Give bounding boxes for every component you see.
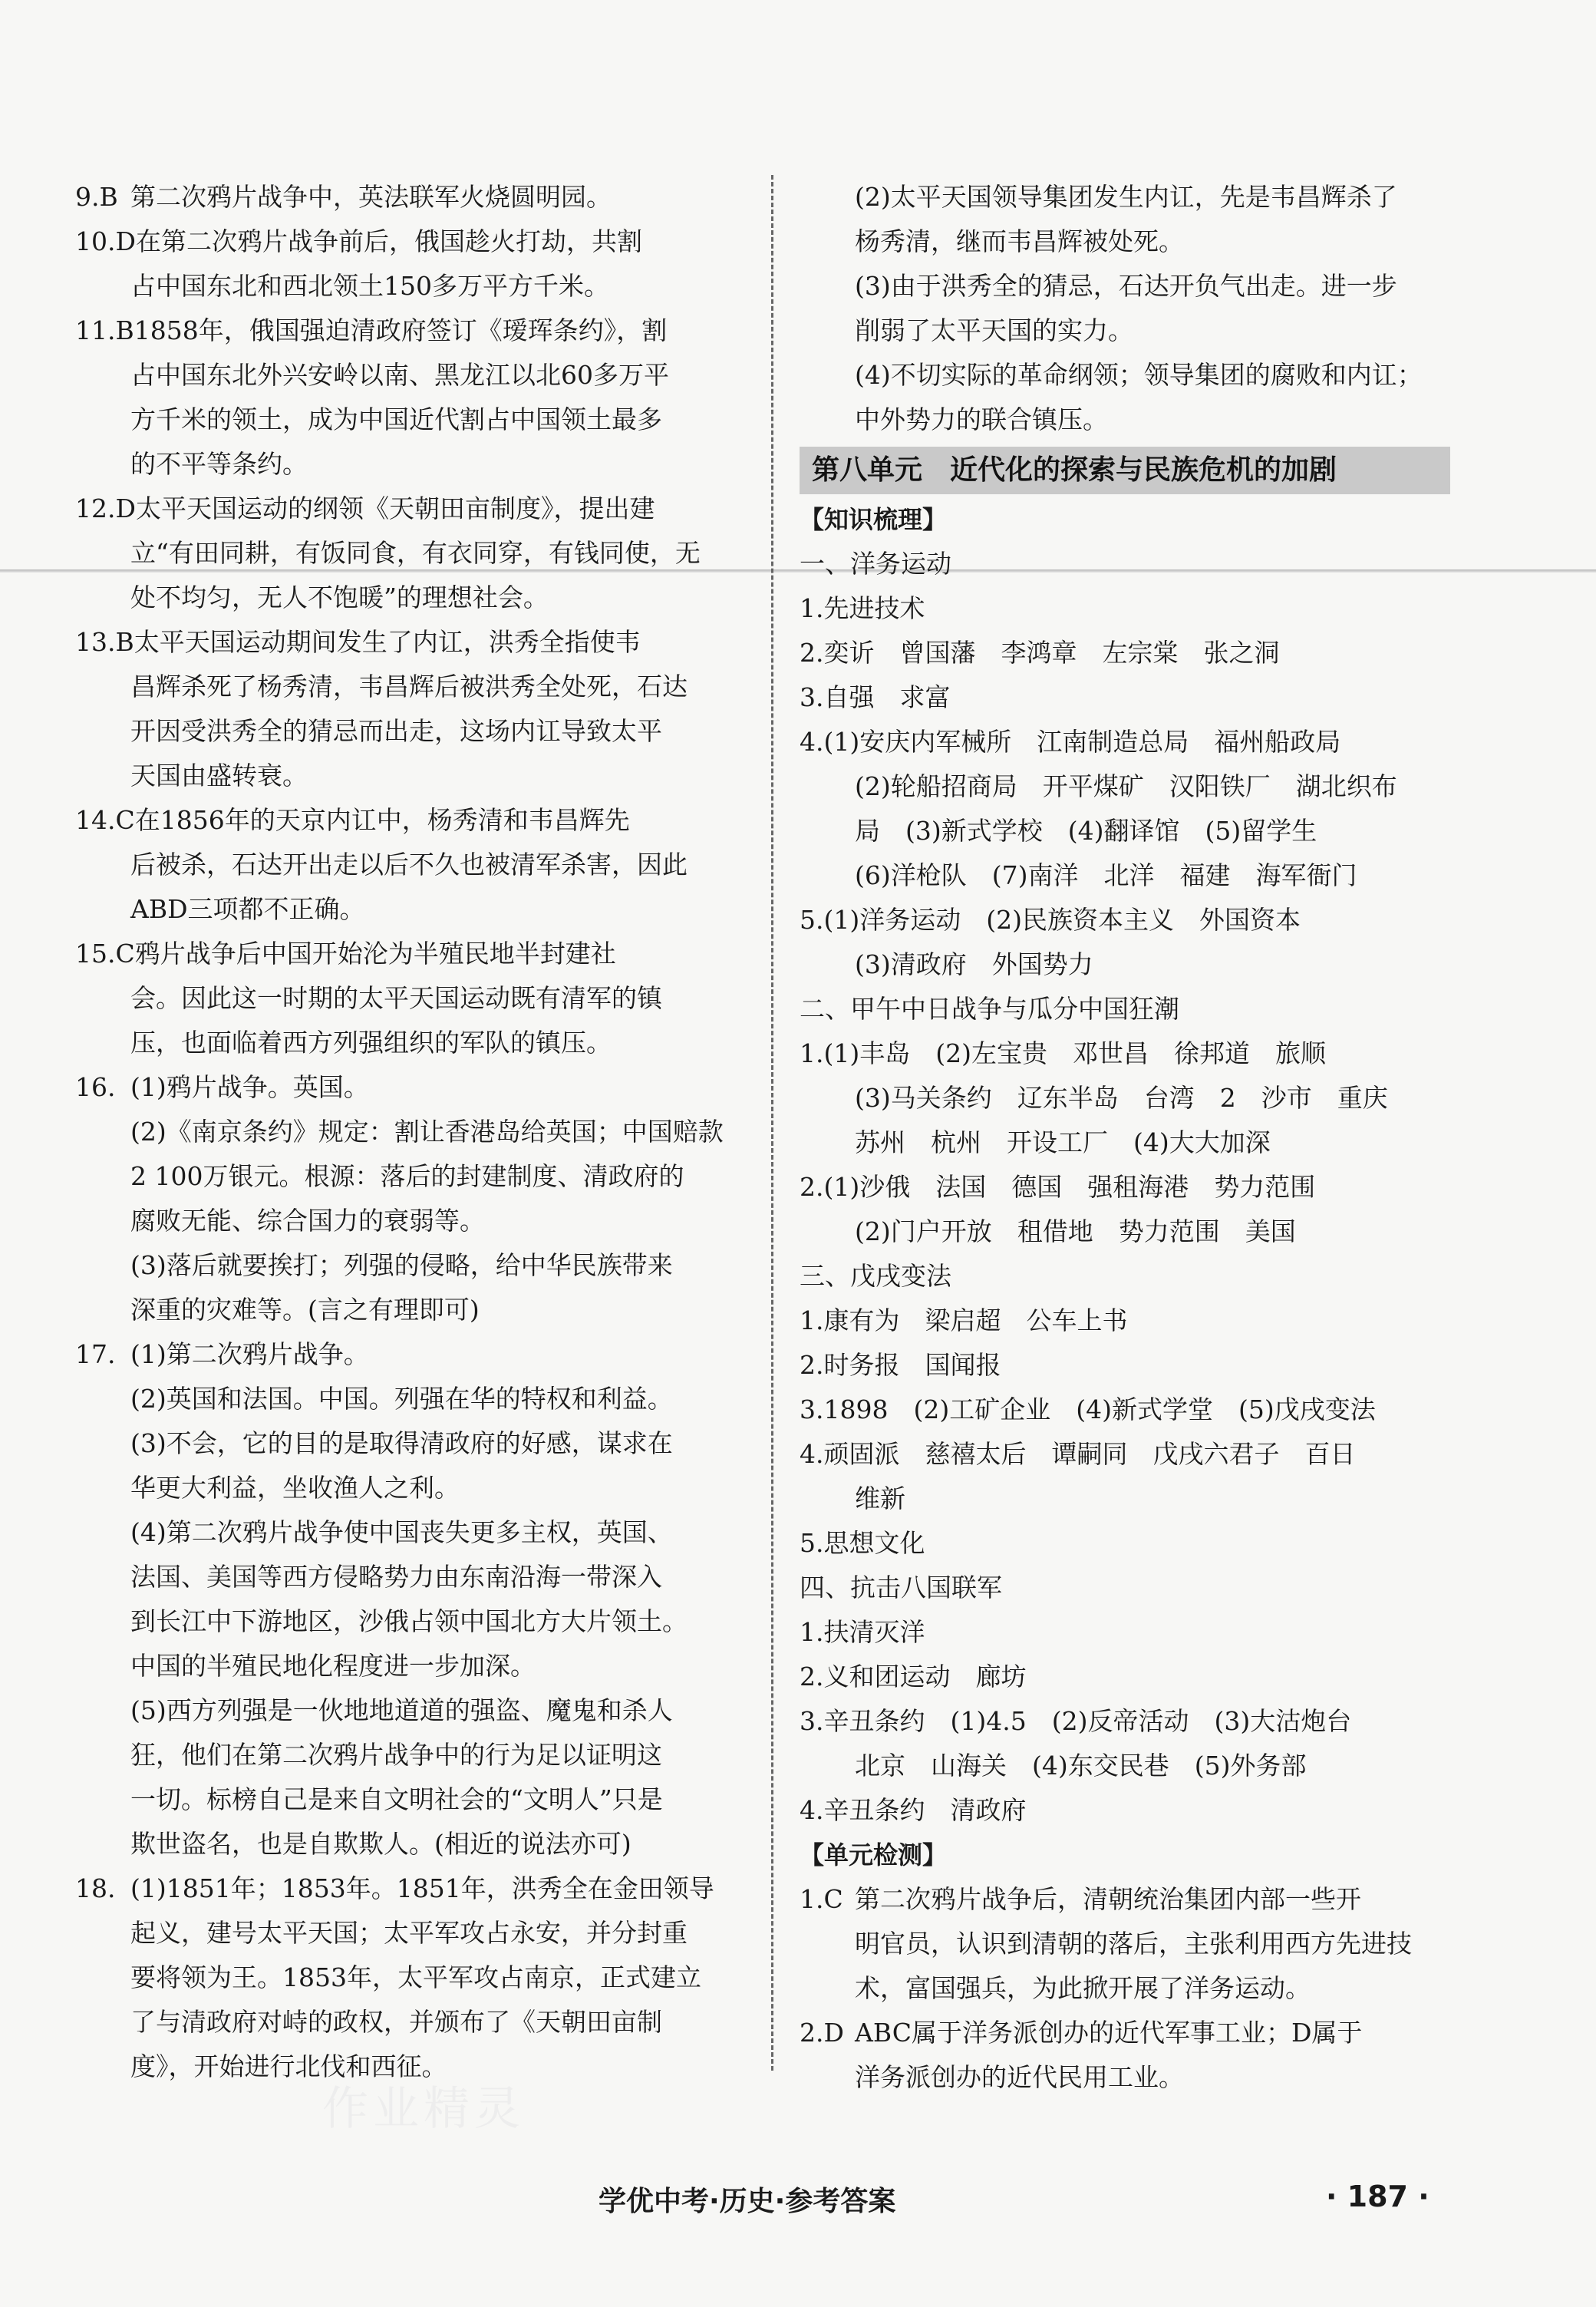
answer-text: 腐败无能、综合国力的衰弱等。: [130, 1206, 485, 1236]
answer-text: 北京 山海关 (4)东交民巷 (5)外务部: [855, 1751, 1307, 1781]
test-answer-line: [800, 1877, 1450, 1922]
knowledge-line: [800, 1120, 1450, 1165]
test-answer-line: [800, 1966, 1450, 2011]
answer-line: [75, 1510, 747, 1555]
answer-line: [800, 175, 1450, 219]
answer-text: 3.辛丑条约 (1)4.5 (2)反帝活动 (3)大沽炮台: [800, 1706, 1352, 1736]
knowledge-line: [800, 1655, 1450, 1699]
test-answer-line: [800, 1922, 1450, 1966]
answer-text: 二、甲午中日战争与瓜分中国狂潮: [800, 994, 1179, 1024]
answer-line: [75, 620, 747, 665]
answer-text: 第二次鸦片战争后，清朝统治集团内部一些开: [855, 1884, 1361, 1914]
knowledge-line: [800, 1388, 1450, 1432]
unit-test-answers: [800, 1877, 1450, 2100]
knowledge-line: [800, 542, 1450, 586]
answer-text: 4.辛丑条约 清政府: [800, 1795, 1027, 1825]
answer-text: 一、洋务运动: [800, 549, 951, 579]
knowledge-line: [800, 1210, 1450, 1254]
answer-text: ABD三项都不正确。: [130, 894, 365, 924]
answer-line: [75, 887, 747, 932]
answer-text: 度》，开始进行北伐和西征。: [130, 2051, 447, 2081]
answer-line: [75, 1688, 747, 1733]
question-number: 18.: [75, 1873, 116, 1903]
test-answer-line: [800, 2011, 1450, 2055]
answer-text: (2)英国和法国。中国。列强在华的特权和利益。: [130, 1384, 673, 1414]
answer-line: [75, 1956, 747, 2000]
question-number: 12.D: [75, 493, 136, 523]
answer-text: (5)西方列强是一伙地地道道的强盗、魔鬼和杀人: [130, 1695, 673, 1725]
question-number: 10.D: [75, 226, 136, 256]
answer-text: 太平天国运动的纲领《天朝田亩制度》，提出建: [135, 493, 655, 523]
question-number: 15.C: [75, 939, 135, 969]
knowledge-line: [800, 1610, 1450, 1655]
answer-text: 术，富国强兵，为此掀开展了洋务运动。: [855, 1973, 1311, 2003]
answer-text: 四、抗击八国联军: [800, 1573, 1002, 1602]
knowledge-line: [800, 853, 1450, 898]
answer-line: [75, 1911, 747, 1956]
answer-text: 2.奕䜣 曾国藩 李鸿章 左宗棠 张之洞: [800, 638, 1280, 668]
answer-text: 法国、美国等西方侵略势力由东南沿海一带深入: [130, 1562, 662, 1592]
answer-line: [75, 576, 747, 620]
answer-line: [75, 665, 747, 709]
answer-text: 1.(1)丰岛 (2)左宝贵 邓世昌 徐邦道 旅顺: [800, 1038, 1326, 1068]
test-tag: 【单元检测】: [800, 1840, 948, 1870]
question-number: 1.C: [800, 1884, 843, 1914]
answer-text: 削弱了太平天国的实力。: [855, 315, 1133, 345]
answer-text: 1858年，俄国强迫清政府签订《瑷珲条约》，割: [134, 315, 668, 345]
answer-text: (4)不切实际的革命纲领；领导集团的腐败和内讧；: [855, 360, 1423, 390]
answer-text: 一切。标榜自己是来自文明社会的“文明人”只是: [130, 1784, 663, 1814]
answer-text: 5.思想文化: [800, 1528, 925, 1558]
answer-line: [75, 309, 747, 353]
answer-text: (2)太平天国领导集团发生内讧，先是韦昌辉杀了: [855, 182, 1397, 212]
answer-text: (3)落后就要挨打；列强的侵略，给中华民族带来: [130, 1250, 673, 1280]
question-number: 2.D: [800, 2018, 844, 2048]
answer-text: (6)洋枪队 (7)南洋 北洋 福建 海军衙门: [855, 860, 1357, 890]
footer-title: 学优中考·历史·参考答案: [598, 2186, 896, 2217]
answer-text: 2.时务报 国闻报: [800, 1350, 1001, 1380]
answer-text: 5.(1)洋务运动 (2)民族资本主义 外国资本: [800, 905, 1301, 935]
knowledge-line: [800, 1699, 1450, 1744]
answer-line: [75, 843, 747, 887]
answer-text: 鸦片战争后中国开始沦为半殖民地半封建社: [134, 939, 616, 969]
answer-text: 会。因此这一时期的太平天国运动既有清军的镇: [130, 983, 662, 1013]
answer-text: 立“有田同耕，有饭同食，有衣同穿，有钱同使，无: [130, 538, 701, 568]
knowledge-line: [800, 1477, 1450, 1521]
answer-line: [75, 2000, 747, 2045]
answer-line: [800, 353, 1450, 398]
answer-text: 天国由盛转衰。: [130, 761, 308, 790]
question-number: 11.B: [75, 315, 134, 345]
answer-line: [75, 1065, 747, 1110]
answer-line: [75, 754, 747, 798]
answer-line: [75, 1021, 747, 1065]
answer-text: 4.顽固派 慈禧太后 谭嗣同 戊戌六君子 百日: [800, 1439, 1356, 1469]
column-divider: [771, 175, 773, 2071]
answer-text: (1)第二次鸦片战争。: [130, 1339, 369, 1369]
answer-text: 三、戊戌变法: [800, 1261, 951, 1291]
answer-text: (2)轮船招商局 开平煤矿 汉阳铁厂 湖北织布: [855, 771, 1397, 801]
answer-line: [75, 1733, 747, 1777]
answer-text: (1)1851年；1853年。1851年，洪秀全在金田领导: [130, 1873, 714, 1903]
answer-text: 华更大利益，坐收渔人之利。: [130, 1473, 460, 1503]
answer-text: 太平天国运动期间发生了内讧，洪秀全指使韦: [134, 627, 641, 657]
answer-text: 局 (3)新式学校 (4)翻译馆 (5)留学生: [855, 816, 1317, 846]
question-number: 13.B: [75, 627, 134, 657]
answer-text: 中国的半殖民地化程度进一步加深。: [130, 1651, 536, 1681]
answer-text: 处不均匀，无人不饱暖”的理想社会。: [130, 583, 549, 612]
answer-text: 3.1898 (2)工矿企业 (4)新式学堂 (5)戊戌变法: [800, 1394, 1376, 1424]
page-number: · 187 ·: [1326, 2180, 1429, 2213]
answer-text: 1.康有为 梁启超 公车上书: [800, 1305, 1128, 1335]
answer-line: [75, 1288, 747, 1332]
knowledge-line: [800, 1744, 1450, 1788]
page-footer: [0, 2180, 1596, 2218]
question-number: 17.: [75, 1339, 116, 1369]
answer-line: [75, 531, 747, 576]
knowledge-line: [800, 586, 1450, 631]
answer-line: [75, 1332, 747, 1377]
knowledge-line: [800, 1343, 1450, 1388]
answer-text: (3)由于洪秀全的猜忌，石达开负气出走。进一步: [855, 271, 1397, 301]
right-column: [800, 175, 1450, 2100]
knowledge-line: [800, 1521, 1450, 1566]
answer-line: [75, 1599, 747, 1644]
answer-line: [800, 398, 1450, 442]
answer-text: 的不平等条约。: [130, 449, 308, 479]
knowledge-line: [800, 1788, 1450, 1833]
answer-line: [75, 932, 747, 976]
right-top-answers: [800, 175, 1450, 442]
answer-text: (4)第二次鸦片战争使中国丧失更多主权，英国、: [130, 1517, 673, 1547]
answer-text: 开因受洪秀全的猜忌而出走，这场内讧导致太平: [130, 716, 662, 746]
answer-text: 1.扶清灭洋: [800, 1617, 925, 1647]
knowledge-line: [800, 1299, 1450, 1343]
answer-text: 后被杀，石达开出走以后不久也被清军杀害，因此: [130, 850, 688, 880]
left-column: [75, 175, 747, 2089]
answer-line: [800, 309, 1450, 353]
answer-line: [75, 1777, 747, 1822]
answer-text: (2)门户开放 租借地 势力范围 美国: [855, 1216, 1296, 1246]
knowledge-line: [800, 942, 1450, 987]
knowledge-line: [800, 1254, 1450, 1299]
answer-text: 占中国东北和西北领土150多万平方千米。: [130, 271, 609, 301]
answer-text: 杨秀清，继而韦昌辉被处死。: [855, 226, 1184, 256]
answer-line: [75, 1421, 747, 1466]
answer-line: [75, 219, 747, 264]
answer-text: 深重的灾难等。(言之有理即可): [130, 1295, 480, 1325]
answer-text: (3)不会，它的目的是取得清政府的好感，谋求在: [130, 1428, 673, 1458]
answer-line: [75, 1199, 747, 1243]
answer-text: (1)鸦片战争。英国。: [130, 1072, 369, 1102]
knowledge-line: [800, 1432, 1450, 1477]
answer-line: [800, 219, 1450, 264]
answer-text: 第二次鸦片战争中，英法联军火烧圆明园。: [130, 182, 612, 212]
answer-line: [75, 1466, 747, 1510]
knowledge-line: [800, 809, 1450, 853]
answer-text: 方千米的领土，成为中国近代割占中国领土最多: [130, 404, 662, 434]
answer-text: 中外势力的联合镇压。: [855, 404, 1108, 434]
question-number: 9.B: [75, 182, 118, 212]
answer-line: [75, 1154, 747, 1199]
answer-line: [75, 1377, 747, 1421]
answer-line: [75, 264, 747, 309]
answer-line: [75, 1822, 747, 1866]
answer-text: 苏州 杭州 开设工厂 (4)大大加深: [855, 1127, 1271, 1157]
answer-text: 起义，建号太平天国；太平军攻占永安，并分封重: [130, 1918, 688, 1948]
answer-text: 要将领为王。1853年，太平军攻占南京，正式建立: [130, 1962, 701, 1992]
answer-text: 2 100万银元。根源：落后的封建制度、清政府的: [130, 1161, 684, 1191]
answer-text: 压，也面临着西方列强组织的军队的镇压。: [130, 1028, 612, 1058]
answer-text: 洋务派创办的近代民用工业。: [855, 2062, 1184, 2092]
knowledge-list: [800, 542, 1450, 1833]
answer-line: [75, 442, 747, 487]
knowledge-line: [800, 1165, 1450, 1210]
answer-text: 到长江中下游地区，沙俄占领中国北方大片领土。: [130, 1606, 688, 1636]
answer-text: 维新: [855, 1484, 905, 1513]
knowledge-line: [800, 631, 1450, 675]
answer-line: [75, 353, 747, 398]
knowledge-line: [800, 675, 1450, 720]
knowledge-line: [800, 1031, 1450, 1076]
answer-text: (2)《南京条约》规定：割让香港岛给英国；中国赔款: [130, 1117, 724, 1147]
answer-text: ABC属于洋务派创办的近代军事工业；D属于: [855, 2018, 1363, 2048]
answer-line: [75, 1555, 747, 1599]
knowledge-tag: 【知识梳理】: [800, 505, 948, 534]
answer-text: 4.(1)安庆内军械所 江南制造总局 福州船政局: [800, 727, 1341, 757]
answer-line: [800, 264, 1450, 309]
answer-text: 1.先进技术: [800, 593, 925, 623]
knowledge-line: [800, 764, 1450, 809]
answer-line: [75, 1866, 747, 1911]
answer-text: 狂，他们在第二次鸦片战争中的行为足以证明这: [130, 1740, 662, 1770]
answer-line: [75, 1110, 747, 1154]
answer-text: (3)马关条约 辽东半岛 台湾 2 沙市 重庆: [855, 1083, 1388, 1113]
answer-line: [75, 175, 747, 219]
answer-text: 了与清政府对峙的政权，并颁布了《天朝田亩制: [130, 2007, 662, 2037]
answer-text: 昌辉杀死了杨秀清，韦昌辉后被洪秀全处死，石达: [130, 672, 688, 701]
answer-text: (3)清政府 外国势力: [855, 949, 1093, 979]
test-answer-line: [800, 2055, 1450, 2100]
answer-text: 3.自强 求富: [800, 682, 951, 712]
answer-text: 在第二次鸦片战争前后，俄国趁火打劫，共割: [135, 226, 642, 256]
answer-text: 欺世盗名，也是自欺欺人。(相近的说法亦可): [130, 1829, 631, 1859]
answer-text: 2.(1)沙俄 法国 德国 强租海港 势力范围: [800, 1172, 1316, 1202]
answer-line: [75, 1243, 747, 1288]
question-number: 14.C: [75, 805, 135, 835]
knowledge-line: [800, 898, 1450, 942]
knowledge-line: [800, 987, 1450, 1031]
watermark: 作业精灵: [322, 2082, 525, 2136]
answer-text: 在1856年的天京内讧中，杨秀清和韦昌辉先: [134, 805, 630, 835]
answer-text: 占中国东北外兴安岭以南、黑龙江以北60多万平: [130, 360, 669, 390]
knowledge-line: [800, 720, 1450, 764]
answer-text: 明官员，认识到清朝的落后，主张利用西方先进技: [855, 1929, 1412, 1959]
answer-line: [75, 709, 747, 754]
answer-line: [75, 976, 747, 1021]
answer-line: [75, 487, 747, 531]
knowledge-line: [800, 1566, 1450, 1610]
answer-line: [75, 398, 747, 442]
answer-line: [75, 798, 747, 843]
question-number: 16.: [75, 1072, 116, 1102]
knowledge-line: [800, 1076, 1450, 1120]
answer-text: 2.义和团运动 廊坊: [800, 1662, 1027, 1691]
unit-heading: 第八单元 近代化的探索与民族危机的加剧: [800, 447, 1450, 494]
answer-line: [75, 1644, 747, 1688]
